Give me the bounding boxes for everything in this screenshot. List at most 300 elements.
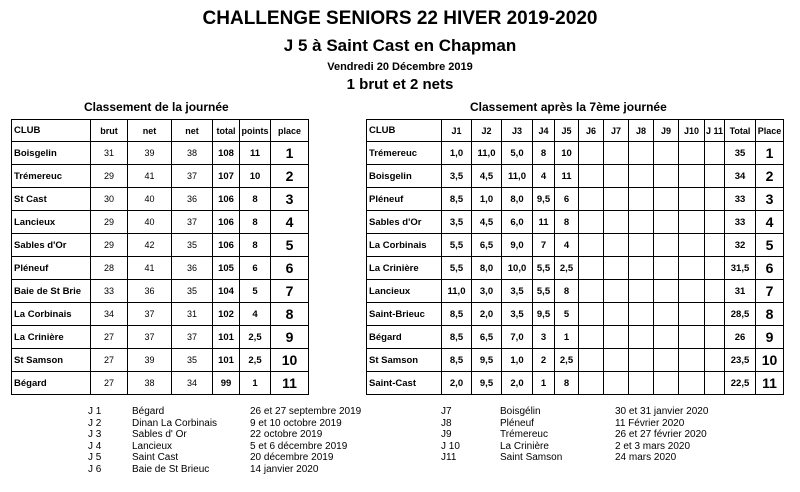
table-cell: 41 — [128, 257, 172, 280]
event-subtitle: J 5 à Saint Cast en Chapman — [283, 36, 517, 55]
table-row — [367, 211, 784, 234]
table-cell: 8 — [533, 142, 555, 165]
table-cell: 11 — [756, 372, 784, 395]
table-cell — [705, 142, 725, 165]
column-header: Place — [756, 120, 784, 142]
venue: Baie de St Brieuc — [132, 463, 210, 475]
table-cell: 37 — [128, 303, 172, 326]
club-name: Sables d'Or — [367, 211, 442, 234]
table-cell: 29 — [91, 165, 128, 188]
table-row — [12, 165, 309, 188]
table-cell: 42 — [128, 234, 172, 257]
table-cell: 29 — [91, 234, 128, 257]
table-cell: 2,5 — [240, 349, 271, 372]
table-cell: 6,5 — [472, 326, 502, 349]
column-header: net — [172, 120, 213, 142]
table-cell: 31 — [172, 303, 213, 326]
table-cell — [654, 188, 679, 211]
table-row — [367, 349, 784, 372]
table-cell: 3 — [533, 326, 555, 349]
table-cell: 5,5 — [533, 280, 555, 303]
table-cell — [604, 303, 629, 326]
column-header: J8 — [629, 120, 654, 142]
round-label: J 5 — [88, 452, 102, 463]
table-cell: 9,5 — [533, 188, 555, 211]
table-cell: 1 — [271, 142, 309, 165]
table-cell — [629, 257, 654, 280]
club-name: Trémereuc — [12, 165, 91, 188]
table-cell — [654, 257, 679, 280]
table-cell — [679, 372, 705, 395]
table-row — [12, 372, 309, 395]
column-header: J5 — [555, 120, 579, 142]
table-cell: 9,0 — [502, 234, 533, 257]
table-cell — [579, 165, 604, 188]
table-cell: 9 — [271, 326, 309, 349]
table-cell — [629, 349, 654, 372]
table-cell: 33 — [725, 188, 756, 211]
table-cell: 8 — [555, 280, 579, 303]
table-cell — [579, 326, 604, 349]
venue: Lancieux — [132, 440, 173, 452]
column-header: Total — [725, 120, 756, 142]
table-row — [12, 188, 309, 211]
table-cell: 8,5 — [442, 188, 472, 211]
table-cell — [604, 372, 629, 395]
venue: Boisgélin — [500, 406, 541, 417]
venue: La Crinière — [500, 440, 549, 452]
table-cell — [705, 211, 725, 234]
table-row — [367, 188, 784, 211]
day-ranking-caption: Classement de la journée — [84, 100, 229, 114]
table-cell: 4 — [533, 165, 555, 188]
table-cell: 40 — [128, 211, 172, 234]
club-name: Boisgelin — [12, 142, 91, 165]
club-name: Pléneuf — [12, 257, 91, 280]
table-cell: 9 — [756, 326, 784, 349]
table-cell: 104 — [213, 280, 240, 303]
club-name: Trémereuc — [367, 142, 442, 165]
table-cell — [579, 234, 604, 257]
table-cell — [629, 303, 654, 326]
table-cell: 5 — [240, 280, 271, 303]
table-row — [367, 326, 784, 349]
table-cell — [629, 142, 654, 165]
dates: 24 mars 2020 — [615, 452, 677, 463]
dates: 14 janvier 2020 — [250, 463, 319, 475]
club-name: Bégard — [367, 326, 442, 349]
table-header-row — [367, 120, 784, 142]
table-cell: 40 — [128, 188, 172, 211]
table-row — [12, 326, 309, 349]
table-cell — [679, 188, 705, 211]
table-cell: 6 — [555, 188, 579, 211]
column-header: CLUB — [367, 120, 442, 142]
table-cell: 11 — [240, 142, 271, 165]
table-row — [12, 280, 309, 303]
table-cell: 8 — [271, 303, 309, 326]
table-cell — [629, 234, 654, 257]
overall-ranking-caption: Classement après la 7ème journée — [470, 100, 667, 114]
table-cell: 3 — [271, 188, 309, 211]
table-cell: 36 — [172, 257, 213, 280]
table-cell — [654, 234, 679, 257]
table-cell: 11,0 — [472, 142, 502, 165]
table-cell — [705, 165, 725, 188]
dates: 26 et 27 septembre 2019 — [250, 406, 362, 417]
table-cell — [579, 372, 604, 395]
table-cell — [705, 257, 725, 280]
table-row — [12, 303, 309, 326]
table-cell: 22,5 — [725, 372, 756, 395]
table-cell — [705, 303, 725, 326]
club-name: La Crinière — [367, 257, 442, 280]
event-format: 1 brut et 2 nets — [346, 76, 454, 93]
table-cell — [654, 349, 679, 372]
table-cell — [629, 326, 654, 349]
day-ranking-table — [11, 119, 309, 395]
table-row — [367, 142, 784, 165]
table-cell: 5,5 — [442, 257, 472, 280]
club-name: Pléneuf — [367, 188, 442, 211]
dates: 20 décembre 2019 — [250, 452, 334, 463]
table-cell: 1,0 — [502, 349, 533, 372]
table-cell: 5 — [555, 303, 579, 326]
event-date: Vendredi 20 Décembre 2019 — [327, 61, 473, 73]
club-name: Saint-Brieuc — [367, 303, 442, 326]
venue: Saint Cast — [132, 452, 179, 463]
table-cell — [604, 211, 629, 234]
dates: 22 octobre 2019 — [250, 429, 323, 440]
table-cell: 4 — [240, 303, 271, 326]
table-cell: 4,5 — [472, 211, 502, 234]
round-label: J9 — [441, 429, 452, 440]
table-cell — [705, 234, 725, 257]
table-cell: 11 — [555, 165, 579, 188]
table-cell: 28 — [91, 257, 128, 280]
table-cell: 37 — [172, 326, 213, 349]
table-cell: 107 — [213, 165, 240, 188]
column-header: J 11 — [705, 120, 725, 142]
table-cell: 1 — [240, 372, 271, 395]
table-cell: 2,5 — [555, 257, 579, 280]
table-row — [12, 257, 309, 280]
table-cell: 3,5 — [442, 165, 472, 188]
table-cell — [679, 142, 705, 165]
table-cell — [629, 372, 654, 395]
table-cell: 26 — [725, 326, 756, 349]
table-row — [367, 280, 784, 303]
round-label: J 2 — [88, 417, 102, 429]
table-cell: 2 — [533, 349, 555, 372]
table-cell — [654, 303, 679, 326]
table-cell: 9,5 — [472, 372, 502, 395]
table-row — [367, 234, 784, 257]
table-cell: 5,0 — [502, 142, 533, 165]
table-cell — [705, 280, 725, 303]
table-cell: 2,0 — [442, 372, 472, 395]
table-cell: 27 — [91, 372, 128, 395]
table-cell: 27 — [91, 349, 128, 372]
table-cell: 7 — [756, 280, 784, 303]
table-cell — [654, 326, 679, 349]
dates: 11 Février 2020 — [615, 417, 685, 429]
venue: Pléneuf — [500, 417, 534, 429]
table-cell — [604, 234, 629, 257]
table-cell: 8,5 — [442, 326, 472, 349]
table-cell: 1,0 — [472, 188, 502, 211]
column-header: J9 — [654, 120, 679, 142]
table-cell — [604, 280, 629, 303]
table-cell: 2,0 — [472, 303, 502, 326]
table-cell: 38 — [128, 372, 172, 395]
table-row — [12, 142, 309, 165]
table-cell — [679, 326, 705, 349]
column-header: points — [240, 120, 271, 142]
table-cell — [579, 211, 604, 234]
table-cell: 31,5 — [725, 257, 756, 280]
table-cell: 27 — [91, 326, 128, 349]
table-header-row — [12, 120, 309, 142]
table-cell: 8 — [756, 303, 784, 326]
table-row — [367, 257, 784, 280]
club-name: St Samson — [12, 349, 91, 372]
column-header: J3 — [502, 120, 533, 142]
dates: 5 et 6 décembre 2019 — [250, 440, 348, 452]
table-cell — [654, 142, 679, 165]
club-name: Saint-Cast — [367, 372, 442, 395]
table-cell: 35 — [172, 234, 213, 257]
table-cell: 2 — [271, 165, 309, 188]
table-cell — [629, 165, 654, 188]
table-cell: 34 — [91, 303, 128, 326]
dates: 2 et 3 mars 2020 — [615, 440, 691, 452]
table-cell: 1 — [533, 372, 555, 395]
table-cell: 37 — [128, 326, 172, 349]
round-label: J 10 — [441, 440, 460, 452]
table-cell: 8,0 — [472, 257, 502, 280]
column-header: J7 — [604, 120, 629, 142]
table-cell: 8 — [555, 372, 579, 395]
table-cell: 4,5 — [472, 165, 502, 188]
table-cell: 7,0 — [502, 326, 533, 349]
table-cell: 3,5 — [502, 280, 533, 303]
table-cell — [629, 188, 654, 211]
table-cell — [679, 165, 705, 188]
table-cell: 10 — [555, 142, 579, 165]
table-cell: 8,5 — [442, 303, 472, 326]
column-header: CLUB — [12, 120, 91, 142]
table-cell: 3,0 — [472, 280, 502, 303]
table-cell: 106 — [213, 188, 240, 211]
table-cell: 6 — [240, 257, 271, 280]
table-cell — [654, 165, 679, 188]
table-cell — [705, 372, 725, 395]
table-cell — [654, 211, 679, 234]
club-name: La Crinière — [12, 326, 91, 349]
venue: Trémereuc — [500, 429, 548, 440]
table-cell — [629, 280, 654, 303]
venue: Saint Samson — [500, 452, 563, 463]
table-cell: 6,5 — [472, 234, 502, 257]
round-label: J8 — [441, 417, 452, 429]
table-row — [367, 303, 784, 326]
table-cell: 4 — [271, 211, 309, 234]
dates: 26 et 27 février 2020 — [615, 429, 707, 440]
table-row — [12, 349, 309, 372]
column-header: J4 — [533, 120, 555, 142]
table-cell: 36 — [172, 188, 213, 211]
table-cell: 10 — [756, 349, 784, 372]
table-cell: 33 — [91, 280, 128, 303]
table-cell: 101 — [213, 326, 240, 349]
column-header: place — [271, 120, 309, 142]
club-name: La Corbinais — [12, 303, 91, 326]
venue: Sables d' Or — [132, 429, 187, 440]
table-cell: 11 — [533, 211, 555, 234]
table-cell: 39 — [128, 142, 172, 165]
dates: 30 et 31 janvier 2020 — [615, 406, 709, 417]
club-name: St Cast — [12, 188, 91, 211]
table-cell: 41 — [128, 165, 172, 188]
table-cell: 108 — [213, 142, 240, 165]
table-cell — [604, 257, 629, 280]
table-cell: 3 — [756, 188, 784, 211]
table-cell: 106 — [213, 234, 240, 257]
table-cell: 39 — [128, 349, 172, 372]
table-cell: 31 — [91, 142, 128, 165]
table-cell: 11,0 — [442, 280, 472, 303]
table-cell: 8 — [240, 234, 271, 257]
column-header: J2 — [472, 120, 502, 142]
round-label: J 1 — [88, 406, 102, 417]
table-cell: 6 — [271, 257, 309, 280]
table-cell — [705, 349, 725, 372]
table-cell: 2,0 — [502, 372, 533, 395]
table-cell: 8 — [555, 211, 579, 234]
overall-ranking-table — [366, 119, 784, 395]
table-cell: 6 — [756, 257, 784, 280]
table-cell: 32 — [725, 234, 756, 257]
club-name: Bégard — [12, 372, 91, 395]
table-cell — [705, 326, 725, 349]
column-header: J1 — [442, 120, 472, 142]
table-cell — [604, 165, 629, 188]
table-cell — [579, 303, 604, 326]
table-cell: 7 — [533, 234, 555, 257]
table-cell: 33 — [725, 211, 756, 234]
round-label: J11 — [441, 452, 457, 463]
table-cell: 35 — [725, 142, 756, 165]
club-name: Boisgelin — [367, 165, 442, 188]
table-row — [367, 165, 784, 188]
club-name: Baie de St Brie — [12, 280, 91, 303]
table-cell — [604, 142, 629, 165]
table-cell — [579, 349, 604, 372]
table-cell: 8,0 — [502, 188, 533, 211]
table-cell: 34 — [725, 165, 756, 188]
venue: Dinan La Corbinais — [132, 417, 218, 429]
table-cell — [604, 188, 629, 211]
table-cell: 2 — [756, 165, 784, 188]
table-cell: 5,5 — [533, 257, 555, 280]
table-cell: 2,5 — [555, 349, 579, 372]
venue: Bégard — [132, 406, 165, 417]
table-cell — [679, 349, 705, 372]
table-cell — [679, 211, 705, 234]
table-cell: 34 — [172, 372, 213, 395]
table-cell: 10,0 — [502, 257, 533, 280]
club-name: La Corbinais — [367, 234, 442, 257]
table-cell: 6,0 — [502, 211, 533, 234]
column-header: net — [128, 120, 172, 142]
table-cell: 4 — [756, 211, 784, 234]
table-cell: 31 — [725, 280, 756, 303]
table-cell: 101 — [213, 349, 240, 372]
table-cell: 30 — [91, 188, 128, 211]
table-cell — [679, 234, 705, 257]
page-title: CHALLENGE SENIORS 22 HIVER 2019-2020 — [202, 8, 598, 29]
table-cell: 36 — [128, 280, 172, 303]
table-cell: 10 — [240, 165, 271, 188]
table-cell: 23,5 — [725, 349, 756, 372]
table-cell: 99 — [213, 372, 240, 395]
column-header: brut — [91, 120, 128, 142]
table-cell — [654, 280, 679, 303]
table-cell — [579, 142, 604, 165]
table-cell: 37 — [172, 165, 213, 188]
table-cell: 9,5 — [533, 303, 555, 326]
table-cell: 8 — [240, 211, 271, 234]
table-cell — [679, 257, 705, 280]
table-cell: 35 — [172, 280, 213, 303]
table-cell: 11,0 — [502, 165, 533, 188]
round-label: J 4 — [88, 440, 102, 452]
table-cell: 105 — [213, 257, 240, 280]
round-label: J7 — [441, 406, 452, 417]
table-cell: 10 — [271, 349, 309, 372]
table-cell: 106 — [213, 211, 240, 234]
table-cell: 37 — [172, 211, 213, 234]
dates: 9 et 10 octobre 2019 — [250, 417, 342, 429]
table-cell: 1,0 — [442, 142, 472, 165]
club-name: St Samson — [367, 349, 442, 372]
table-cell: 102 — [213, 303, 240, 326]
table-cell — [679, 280, 705, 303]
table-cell: 1 — [756, 142, 784, 165]
table-cell: 2,5 — [240, 326, 271, 349]
club-name: Sables d'Or — [12, 234, 91, 257]
table-cell — [604, 326, 629, 349]
club-name: Lancieux — [367, 280, 442, 303]
table-cell: 8 — [240, 188, 271, 211]
table-cell: 9,5 — [472, 349, 502, 372]
table-cell — [629, 211, 654, 234]
round-label: J 6 — [88, 463, 102, 475]
club-name: Lancieux — [12, 211, 91, 234]
table-cell — [579, 280, 604, 303]
table-cell: 3,5 — [502, 303, 533, 326]
table-cell: 5 — [756, 234, 784, 257]
table-cell: 28,5 — [725, 303, 756, 326]
table-cell — [679, 303, 705, 326]
table-cell: 38 — [172, 142, 213, 165]
table-cell — [654, 372, 679, 395]
table-cell: 7 — [271, 280, 309, 303]
table-cell: 8,5 — [442, 349, 472, 372]
table-row — [12, 211, 309, 234]
table-cell: 5,5 — [442, 234, 472, 257]
